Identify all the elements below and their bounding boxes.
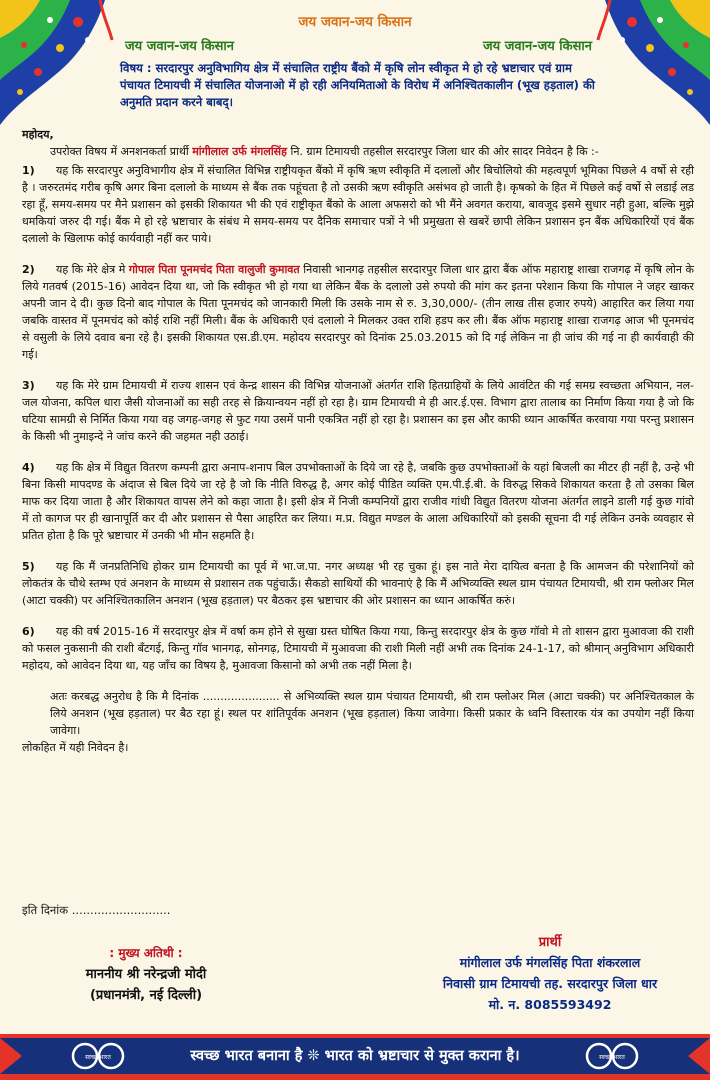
- paragraph-number: 2): [22, 263, 35, 276]
- slogan-right: जय जवान-जय किसान: [483, 39, 592, 54]
- footer-banner: [0, 1026, 710, 1080]
- slogan-center: जय जवान-जय किसान: [298, 14, 412, 30]
- paragraph-number: 4): [22, 461, 35, 474]
- paragraph-number: 3): [22, 379, 35, 392]
- paragraph-text: यह कि मैं जनप्रतिनिधि होकर ग्राम टिमायची का पूर्व में भा.ज.पा. नगर अध्यक्ष भी रह चुका हूं। इस नाते मेरा दायित्व बनता है कि आमजन की परेशानियों को लोकतंत्र के चौथे स्तम्भ एवं अनशन के माध्यम से प्रशासन तक पहुंचाऊँ। सैकडो साथियों की भावनाएं है कि मैं अभिव्यक्ति स्थल ग्राम पंचायत टिमायची, श्री राम फ्लोअर मिल (आटा चक्की) पर अनिश्चितकालिन अनशन (भूख हड़ताल) पर बैठकर इस भ्रष्टाचार की ओर प्रशासन का ध्यान आकर्षित करुं।: [22, 560, 694, 607]
- paragraph-5: [22, 558, 694, 609]
- victim-name-highlight: गोपाल पिता पूनमचंद पिता वालुजी कुमावत: [128, 263, 300, 276]
- chief-guest-role: (प्रधानमंत्री, नई दिल्ली): [89, 988, 203, 1003]
- letter-subject: विषय : सरदारपुर अनुविभागिय क्षेत्र में संचालित राष्ट्रीय बैंको में कृषि लोन स्वीकृत मे हो रहे भ्रष्टाचार एवं ग्राम पंचायत टिमायची में संचालित योजनाओ में हो रही अनियमिताओ के विरोध में अनिश्चितकालीन (भूख हड़ताल) की अनुमति प्रदान करने बाबद्।: [120, 61, 595, 109]
- logo-text: स्वच्छ भारत: [599, 1054, 625, 1061]
- intro-paragraph: [22, 143, 694, 160]
- chief-guest-block: [36, 944, 256, 1003]
- paragraph-1: [22, 162, 694, 247]
- paragraph-text: यह कि मेरे क्षेत्र मे: [56, 263, 129, 276]
- paragraph-2: [22, 261, 694, 363]
- paragraph-number: 5): [22, 560, 35, 573]
- applicant-block: [400, 932, 700, 1013]
- applicant-name: मांगीलाल उर्फ मंगलसिंह पिता शंकरलाल: [459, 955, 641, 970]
- intro-text-b: नि. ग्राम टिमायची तहसील सरदारपुर जिला धार की ओर सादर निवेदन है कि :-: [286, 145, 599, 158]
- paragraph-number: 1): [22, 164, 35, 177]
- intro-text-a: उपरोक्त विषय में अनशनकर्ता प्रार्थी: [50, 145, 193, 158]
- date-line: इति दिनांक ...........................: [22, 903, 171, 917]
- applicant-address: निवासी ग्राम टिमायची तह. सरदारपुर जिला धार: [442, 976, 658, 991]
- paragraph-4: [22, 459, 694, 544]
- letter-body: [22, 126, 694, 756]
- footer-arrow-right: [688, 1038, 710, 1074]
- paragraph-text: यह की वर्ष 2015-16 में सरदारपुर क्षेत्र में वर्षा कम होने से सुखा ग्रस्त घोषित किया गया, किन्तु सरदारपुर क्षेत्र के कुछ गॉवो मे तो शासन द्वारा मुआवजा की राशी को फसल नुकसानी की राशी बँटगई, किन्तु गॉव भानगढ़, सोनगढ़, टिमायची में मुआवजा की राशी मिली नहीं अभी तक दिनांक 24-1-17, को श्रीमान् अनुविभाग अधिकारी महोदय, को आवेदन दिया था, यह जाँच का विषय है, मुआवजा किसानो को अभी तक नहीं मिला है।: [22, 625, 694, 672]
- applicant-phone: मो. न. 8085593492: [488, 997, 612, 1012]
- footer-arrow-left: [0, 1038, 22, 1074]
- paragraph-6: [22, 623, 694, 674]
- paragraph-number: 6): [22, 625, 35, 638]
- footer-slogan: स्वच्छ भारत बनाना है ❊ भारत को भ्रष्टाचार से मुक्त कराना है।: [190, 1048, 520, 1064]
- swachh-bharat-logo-icon: [584, 1040, 640, 1072]
- closing-paragraph: अतः करबद्ध अनुरोध है कि मै दिनांक ...................... से अभिव्यक्ति स्थल ग्राम पंचायत टिमायची, श्री राम फ्लोअर मिल (आटा चक्की) पर अनिश्चितकाल के लिये अनशन (भूख हड़ताल) पर बैठ रहा हूं। स्थल पर शांतिपूर्वक अनशन (भूख हड़ताल) किया जावेगा। किसी प्रकार के ध्वनि विस्तारक यंत्र का उपयोग नहीं किया जावेगा।: [50, 690, 694, 737]
- paragraph-3: [22, 377, 694, 445]
- logo-text: स्वच्छ भारत: [85, 1054, 111, 1061]
- paragraph-text: यह कि मेरे ग्राम टिमायची में राज्य शासन एवं केन्द्र शासन की विभिन्न योजनाओं अंतर्गत राशि हितग्राहियों के लिये आवंटित की गई समग्र स्वच्छता अभियान, नल-जल योजना, कपिल धारा जैसी योजनाओं का सही तरह से क्रियान्वयन नहीं हो रहा है। ग्राम टिमायची मे ही आर.ई.एस. विभाग द्वारा तालाब का निर्माण किया गया है जो कि घटिया सामग्री से निर्मित किया गया वह जगह-जगह से फुट गया उसमें पानी एकत्रित नहीं हो रहा है। प्रशासन का इस और काफी ध्यान आकर्षित करवाया गया परन्तु प्रशासन के किसी भी नुमाइन्दे ने जांच करने की जहमत नही उठाई।: [22, 379, 694, 443]
- salutation: महोदय,: [22, 128, 54, 141]
- closing-end: लोकहित में यही निवेदन है।: [22, 741, 129, 754]
- paragraph-text: यह कि क्षेत्र में विद्युत वितरण कम्पनी द्वारा अनाप-शनाप बिल उपभोक्ताओं के दिये जा रहे है, जबकि कुछ उपभोक्ताओं के यहां बिजली का मीटर ही नहीं है, उन्हे भी बिना किसी मापदण्ड के अंदाज से बिल दिये जा रहे है जो कि नीति विरुद्ध है, अगर कोई पीडित व्यक्ति एम.पी.ई.बी. के विरुद्ध सिकवे शिकायत करता है तो उसका बिल माफ कर दिया जाता है और शिकायत वापस लेने को कहा जाता है। इसी क्षेत्र में निजी कम्पनियों द्वारा राजीव गांधी विद्युत वितरण योजना अंतर्गत लाइने डाली गई कुछ गांवो में तो कागज पर ही खानापूर्ति कर दी और प्रशासन से पैसा आहरित कर लिया। म.प्र. विद्युत मण्डल के आला अधिकारियों को इसकी सूचना दी गई लेकिन उनके व्यवहार से प्रतित होता है कि पूरे भ्रष्टाचार में उनकी भी मौन सहमति है।: [22, 461, 694, 542]
- slogan-left: जय जवान-जय किसान: [125, 39, 234, 54]
- applicant-label: प्रार्थी: [538, 935, 562, 950]
- paragraph-text: निवासी भानगढ़ तहसील सरदारपुर जिला धार द्वारा बैंक ऑफ महाराष्ट्र शाखा राजगढ़ में कृषि लोन के लिये गतवर्ष (2015-16) आवेदन दिया था, जो कि स्वीकृत भी हो गया था लेकिन बैंक के दलालो उसे रुपयो की मांग कर इतना परेशान किया कि गोपाल ने जहर खाकर अपनी जान दे दी। कुछ दिनो बाद गोपाल के पिता पूनमचंद को जानकारी मिली कि उसके नाम से रु. 3,30,000/- (तीन लाख तीस हजार रुपये) आहारित कर लिया गया जबकि वास्तव में पूनमचंद को कोई राशि नहीं मिली। बैंक के अधिकारी एवं दलालो ने मिलकर उक्त राशि हडप कर ली। बैंक ऑफ महाराष्ट्र शाखा राजगढ़ आज भी पूनमचंद से वसुली के लिये दवाव बना रहे है। इसकी शिकायत एस.डी.एम. महोदय सरदारपुर को दिनांक 25.03.2015 को दि गई लेकिन ना ही जांच की गई ना ही कार्यवाही की गई।: [22, 263, 694, 361]
- paragraph-text: यह कि सरदारपुर अनुविभागीय क्षेत्र में संचालित विभिन्न राष्ट्रीयकृत बैंको में कृषि ऋण स्वीकृति में दलालों और बिचोलियो की महत्वपूर्ण भूमिका पिछले 4 वर्षो से रही है । जरुरतमंद गरीब कृषि अगर बिना दलालो के माध्यम से बैंक तक पहूंचता है तो उसकी ऋण स्वीकृति असंभव हो जाती है। कृषको के हित में पिछले कई वर्षो से लडाई लड रहा हूँ, समय-समय पर मैने प्रशासन को इसकी शिकायत भी की एवं राष्ट्रीकृत बैंको के आला अफसरो को भी मैंने अवगत कराया, बावजूद इसमे सुधार नही हुआ, बल्कि मुझे धमकियां जरुर दी गई। बैंक मे हो रहे भ्रष्टाचार के संबंध मे समय-समय पर दैनिक समाचार पत्रों ने भी प्रमुखता से खबरें छापी लेकिन प्रशासन इन बैंक अधिकारियों एवं बैंक दलालो के खिलाफ कोई कार्यवाही नहीं कर पाये।: [22, 164, 694, 245]
- swachh-bharat-logo-icon: [70, 1040, 126, 1072]
- footer-stripe: [0, 1074, 710, 1080]
- chief-guest-name: माननीय श्री नरेन्द्रजी मोदी: [85, 967, 207, 982]
- chief-guest-label: : मुख्य अतिथी :: [109, 946, 183, 960]
- applicant-name-highlight: मांगीलाल उर्फ मंगलसिंह: [192, 145, 287, 158]
